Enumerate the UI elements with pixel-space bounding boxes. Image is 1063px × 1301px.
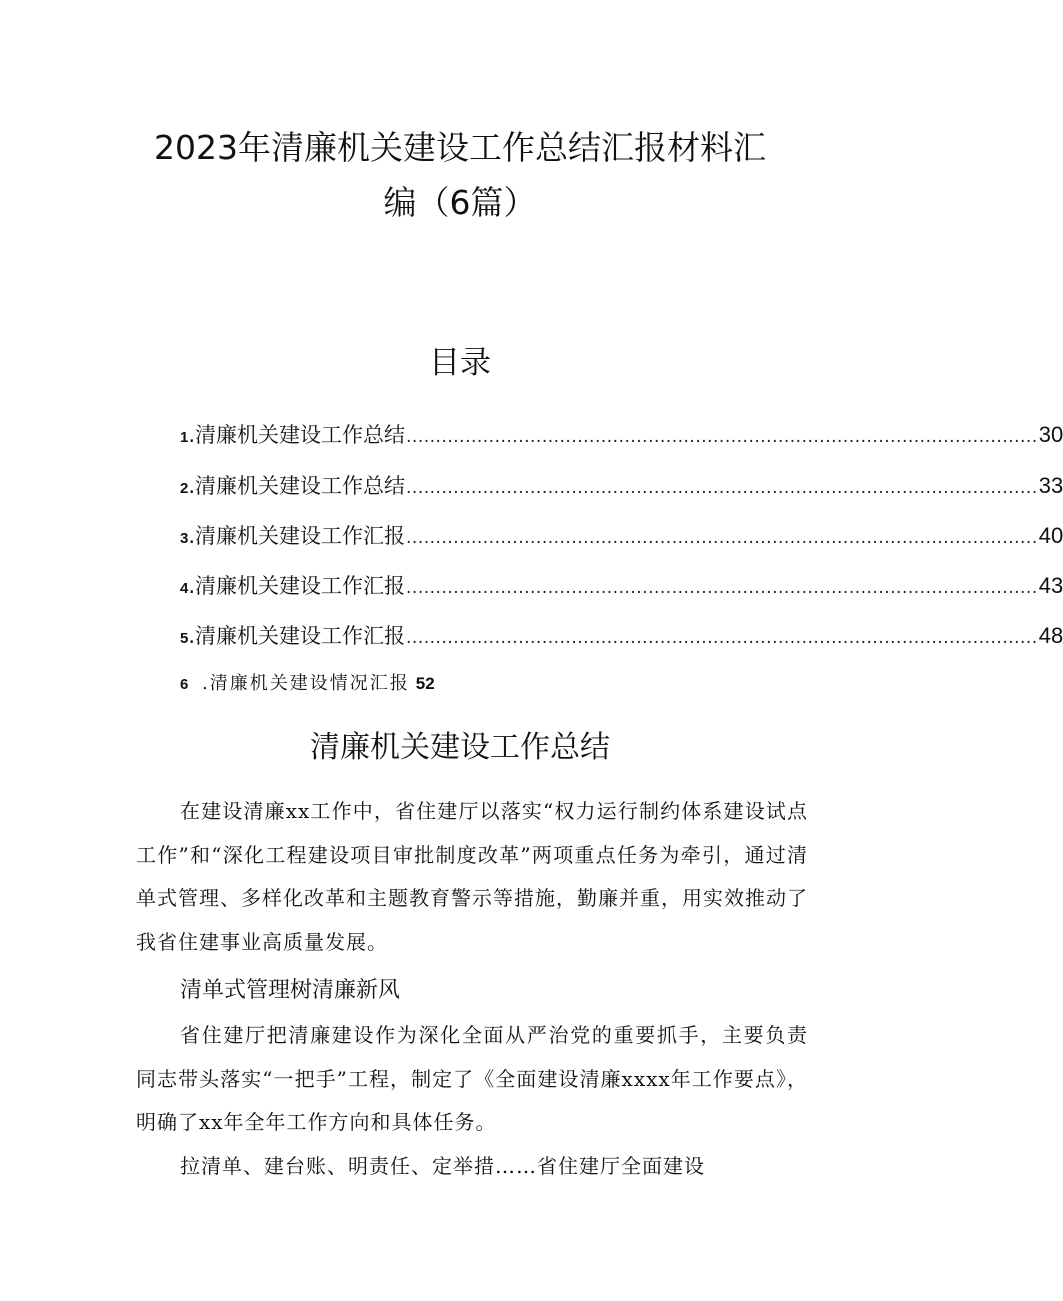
section-heading: 清单式管理树清廉新风 [180,978,401,1003]
toc-entry[interactable] [180,621,1063,651]
toc-entry[interactable] [180,521,1063,551]
toc-entry-number: 5 [180,630,189,647]
toc-leader-dots: ........................................................................................................... [406,578,1038,598]
toc-entry-title: .清廉机关建设工作汇报 [188,574,406,598]
toc-entry-page: 33 [1038,473,1063,498]
toc-entry-title: .清廉机关建设情况汇报 [202,673,410,694]
toc-entry[interactable] [180,571,1063,601]
toc-entry-page: 40 [1038,523,1063,548]
body-paragraph: 拉清单、建台账、明责任、定举措……省住建厅全面建设 [180,1154,705,1178]
toc-entry-page: 48 [1038,623,1063,648]
toc-entry-title: .清廉机关建设工作汇报 [188,524,406,548]
body-paragraph: 省住建厅把清廉建设作为深化全面从严治党的重要抓手，主要负责同志带头落实“一把手”工程，制定了《全面建设清廉xxxx年工作要点》，明确了xx年全年工作方向和具体任务。 [136,1023,808,1134]
toc-entry-number: 6 [180,676,189,693]
toc-entry-number: 4 [180,580,189,597]
toc-entry-number: 2 [180,480,189,497]
body-paragraph: 在建设清廉xx工作中，省住建厅以落实“权力运行制约体系建设试点工作”和“深化工程建设项目审批制度改革”两项重点任务为牵引，通过清单式管理、多样化改革和主题教育警示等措施，勤廉并重，用实效推动了我省住建事业高质量发展。 [136,799,808,954]
toc-entry-number: 1 [180,429,189,446]
toc-leader-dots: ........................................................................................................... [406,427,1038,447]
article-title: 清廉机关建设工作总结 [310,730,610,765]
toc-leader-dots: ........................................................................................................... [406,478,1038,498]
toc-entry-title: .清廉机关建设工作汇报 [188,624,406,648]
toc-leader-dots: ........................................................................................................... [406,628,1038,648]
toc-entry[interactable] [180,669,580,699]
toc-entry[interactable] [180,420,1063,450]
toc-entry-page: 52 [415,674,435,693]
toc-leader-dots: ........................................................................................................... [406,528,1038,548]
toc-entry[interactable] [180,471,1063,501]
toc-heading: 目录 [429,345,491,381]
toc-entry-title: .清廉机关建设工作总结 [188,474,406,498]
toc-entry-title: .清廉机关建设工作总结 [188,423,406,447]
toc-entry-page: 30 [1038,422,1063,447]
toc-entry-number: 3 [180,530,189,547]
document-title-line-2: 编（6篇） [383,183,537,222]
document-title-line-1: 2023年清廉机关建设工作总结汇报材料汇 [154,128,766,167]
toc-entry-page: 43 [1038,573,1063,598]
